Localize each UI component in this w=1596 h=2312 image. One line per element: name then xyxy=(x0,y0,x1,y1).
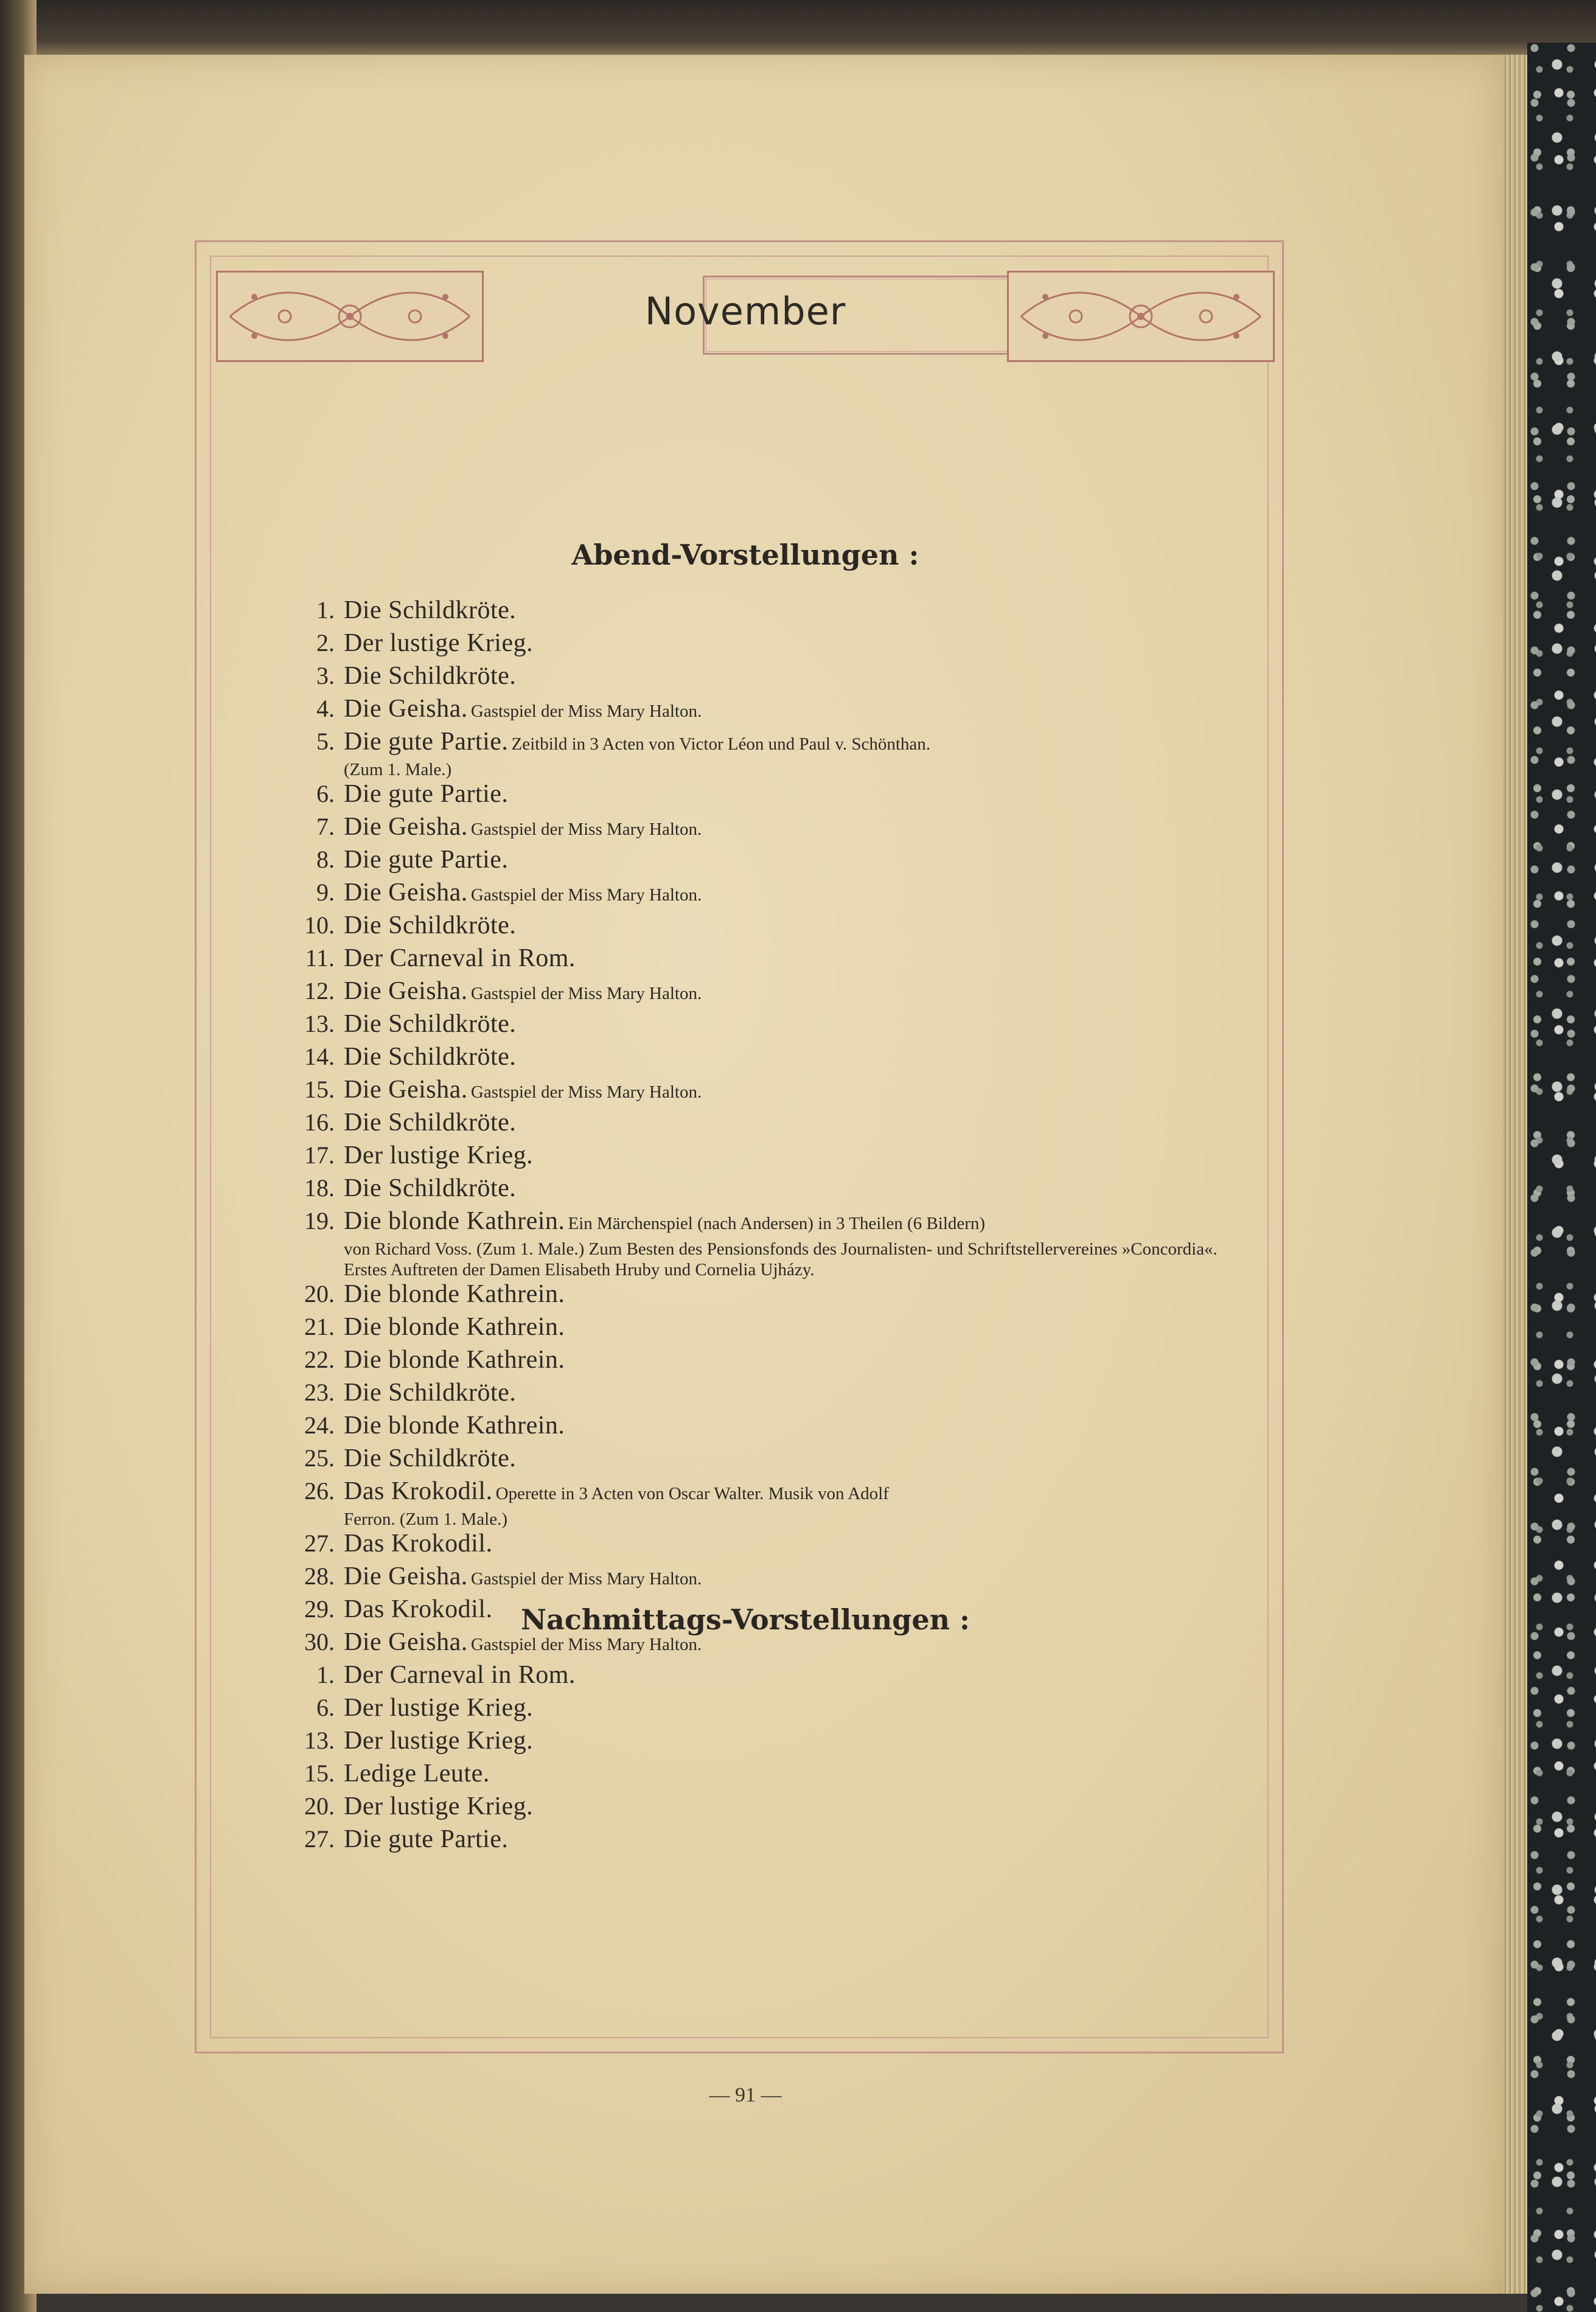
entry-day-number: 2. xyxy=(316,629,335,656)
evening-entry xyxy=(256,695,1229,728)
entry-title: Die Schildkröte. xyxy=(344,1109,517,1137)
evening-entry xyxy=(256,662,1229,695)
entry-title: Die blonde Kathrein. xyxy=(344,1412,565,1440)
afternoon-entry xyxy=(256,1661,1229,1694)
entry-title: Die Geisha. xyxy=(344,1562,468,1590)
evening-entry xyxy=(256,1530,1229,1562)
evening-section-title: Abend-Vorstellungen : xyxy=(571,538,919,571)
entry-day-number: 9. xyxy=(316,879,335,906)
entry-note-continued: (Zum 1. Male.) xyxy=(344,760,452,779)
evening-entry xyxy=(256,629,1229,662)
entry-day-number: 24. xyxy=(304,1412,335,1439)
entry-day-number: 27. xyxy=(304,1825,335,1853)
entry-day-number: 16. xyxy=(304,1109,335,1136)
entry-note: Gastspiel der Miss Mary Halton. xyxy=(470,984,702,1003)
entry-day-number: 4. xyxy=(316,695,335,722)
entry-day-number: 7. xyxy=(316,813,335,840)
entry-title: Die gute Partie. xyxy=(344,780,509,808)
entry-note: Gastspiel der Miss Mary Halton. xyxy=(470,1569,702,1589)
entry-day-number: 6. xyxy=(316,780,335,807)
afternoon-section-title: Nachmittags-Vorstellungen : xyxy=(520,1603,970,1636)
evening-entry xyxy=(256,1562,1229,1595)
entry-day-number: 5. xyxy=(316,728,335,755)
entry-day-number: 1. xyxy=(316,1661,335,1688)
entry-title: Die gute Partie. xyxy=(344,1825,509,1853)
month-title: November xyxy=(644,289,846,333)
entry-title: Die Schildkröte. xyxy=(344,1444,517,1472)
entry-day-number: 10. xyxy=(304,911,335,939)
entry-title: Die Geisha. xyxy=(344,879,468,907)
entry-title: Das Krokodil. xyxy=(344,1477,493,1505)
entry-day-number: 13. xyxy=(304,1727,335,1754)
entry-day-number: 15. xyxy=(304,1076,335,1103)
entry-day-number: 27. xyxy=(304,1530,335,1557)
entry-day-number: 20. xyxy=(304,1792,335,1820)
evening-entry xyxy=(256,780,1229,813)
book-top-edge xyxy=(0,0,1596,58)
evening-entry xyxy=(256,1207,1229,1280)
afternoon-entry xyxy=(256,1760,1229,1792)
afternoon-entry xyxy=(256,1792,1229,1825)
entry-day-number: 28. xyxy=(304,1562,335,1590)
entry-title: Die Schildkröte. xyxy=(344,911,517,939)
afternoon-entry xyxy=(256,1825,1229,1858)
page-number: — 91 — xyxy=(709,2084,782,2106)
entry-title: Der Carneval in Rom. xyxy=(344,944,576,972)
entry-title: Die Geisha. xyxy=(344,977,468,1005)
entry-title: Die Schildkröte. xyxy=(344,1010,517,1038)
afternoon-entry xyxy=(256,1727,1229,1760)
evening-entry xyxy=(256,1313,1229,1346)
entry-title: Der lustige Krieg. xyxy=(344,629,534,657)
entry-title: Die blonde Kathrein. xyxy=(344,1313,565,1341)
entry-title: Ledige Leute. xyxy=(344,1760,490,1788)
entry-title: Der Carneval in Rom. xyxy=(344,1661,576,1689)
entry-title: Die gute Partie. xyxy=(344,846,509,874)
entry-day-number: 6. xyxy=(316,1694,335,1721)
entry-day-number: 13. xyxy=(304,1010,335,1037)
evening-entry xyxy=(256,1141,1229,1174)
entry-note: Zeitbild in 3 Acten von Victor Léon und Paul v. Schönthan. xyxy=(511,734,931,754)
entry-note: Gastspiel der Miss Mary Halton. xyxy=(470,1635,702,1654)
entry-day-number: 19. xyxy=(304,1207,335,1234)
entry-note: Gastspiel der Miss Mary Halton. xyxy=(470,820,702,839)
entry-title: Der lustige Krieg. xyxy=(344,1727,534,1755)
evening-entry xyxy=(256,1174,1229,1207)
evening-entry xyxy=(256,879,1229,911)
entry-title: Der lustige Krieg. xyxy=(344,1694,534,1722)
evening-entry xyxy=(256,1477,1229,1530)
entry-day-number: 8. xyxy=(316,846,335,873)
entry-title: Die blonde Kathrein. xyxy=(344,1280,565,1308)
entry-title: Die Geisha. xyxy=(344,813,468,841)
evening-entry xyxy=(256,1346,1229,1379)
entry-note: Operette in 3 Acten von Oscar Walter. Musik von Adolf xyxy=(495,1484,889,1503)
entry-title: Die gute Partie. xyxy=(344,728,509,756)
entry-title: Die Schildkröte. xyxy=(344,596,517,624)
entry-day-number: 30. xyxy=(304,1628,335,1656)
entry-day-number: 22. xyxy=(304,1346,335,1373)
evening-entry xyxy=(256,1010,1229,1043)
evening-entry xyxy=(256,977,1229,1010)
entry-title: Die Schildkröte. xyxy=(344,1379,517,1407)
entry-day-number: 20. xyxy=(304,1280,335,1307)
evening-entry xyxy=(256,1444,1229,1477)
evening-entry xyxy=(256,846,1229,879)
evening-entry xyxy=(256,944,1229,977)
evening-entry xyxy=(256,813,1229,846)
entry-day-number: 21. xyxy=(304,1313,335,1340)
entry-note-continued: von Richard Voss. (Zum 1. Male.) Zum Besten des Pensionsfonds des Journalisten- und Schriftstellervereines »Concordia«. Erstes Auftreten der Damen Elisabeth Hruby und Cornelia Ujházy. xyxy=(344,1239,1218,1280)
evening-entry xyxy=(256,1280,1229,1313)
entry-title: Das Krokodil. xyxy=(344,1595,493,1623)
entry-note: Gastspiel der Miss Mary Halton. xyxy=(470,702,702,721)
evening-entry xyxy=(256,596,1229,629)
entry-note: Gastspiel der Miss Mary Halton. xyxy=(470,885,702,905)
entry-day-number: 1. xyxy=(316,596,335,624)
entry-day-number: 17. xyxy=(304,1141,335,1169)
evening-entry xyxy=(256,728,1229,780)
entry-day-number: 15. xyxy=(304,1760,335,1787)
afternoon-entry xyxy=(256,1694,1229,1727)
entry-title: Der lustige Krieg. xyxy=(344,1141,534,1169)
entry-day-number: 25. xyxy=(304,1444,335,1472)
entry-note-continued: Ferron. (Zum 1. Male.) xyxy=(344,1509,507,1529)
entry-title: Der lustige Krieg. xyxy=(344,1792,534,1820)
entry-day-number: 26. xyxy=(304,1477,335,1505)
entry-day-number: 3. xyxy=(316,662,335,689)
entry-title: Die Geisha. xyxy=(344,695,468,723)
entry-title: Die Schildkröte. xyxy=(344,1043,517,1071)
entry-title: Die Schildkröte. xyxy=(344,1174,517,1202)
entry-day-number: 11. xyxy=(305,944,335,972)
entry-note: Gastspiel der Miss Mary Halton. xyxy=(470,1082,702,1102)
evening-entry xyxy=(256,1043,1229,1076)
evening-entry xyxy=(256,911,1229,944)
evening-entry xyxy=(256,1379,1229,1412)
evening-entry xyxy=(256,1076,1229,1109)
evening-list xyxy=(256,596,1229,1661)
entry-title: Die Geisha. xyxy=(344,1076,468,1104)
entry-title: Die Schildkröte. xyxy=(344,662,517,690)
page-edges xyxy=(1503,55,1527,2294)
entry-title: Die Geisha. xyxy=(344,1628,468,1656)
entry-title: Das Krokodil. xyxy=(344,1530,493,1558)
entry-day-number: 18. xyxy=(304,1174,335,1202)
marbled-cover xyxy=(1527,43,1596,2312)
entry-day-number: 23. xyxy=(304,1379,335,1406)
entry-day-number: 29. xyxy=(304,1595,335,1623)
entry-day-number: 12. xyxy=(304,977,335,1005)
entry-title: Die blonde Kathrein. xyxy=(344,1207,565,1235)
evening-entry xyxy=(256,1109,1229,1141)
evening-entry xyxy=(256,1412,1229,1444)
entry-day-number: 14. xyxy=(304,1043,335,1070)
afternoon-list xyxy=(256,1661,1229,1858)
entry-note: Ein Märchenspiel (nach Andersen) in 3 Theilen (6 Bildern) xyxy=(568,1214,986,1233)
entry-title: Die blonde Kathrein. xyxy=(344,1346,565,1374)
